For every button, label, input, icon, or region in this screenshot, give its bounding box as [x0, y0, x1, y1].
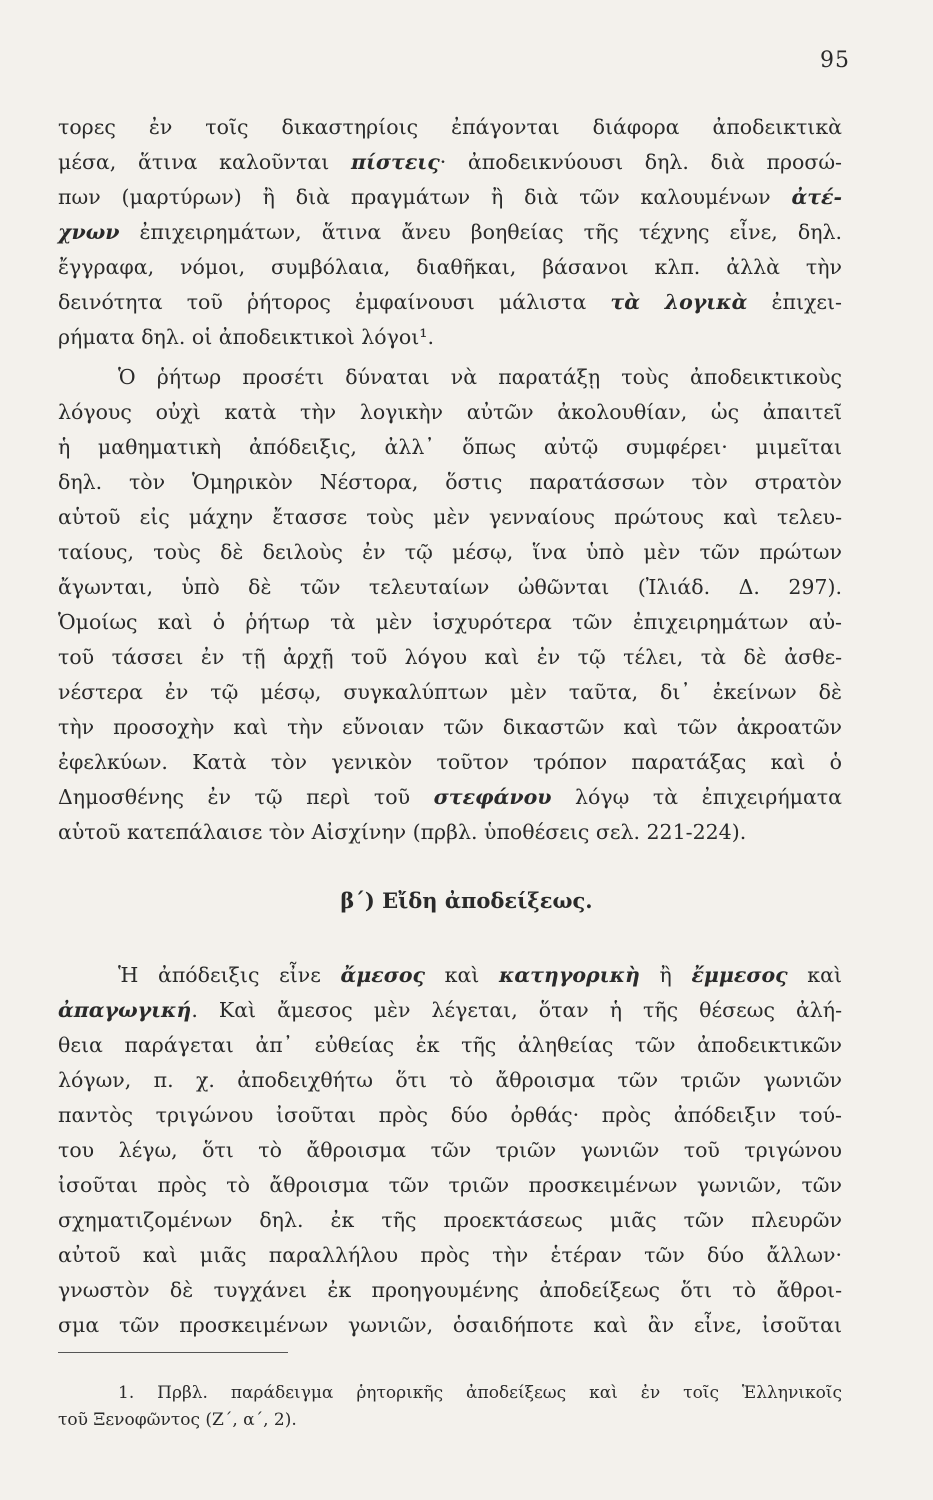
- emphasis: πίστεις: [350, 150, 440, 174]
- emphasis: στεφάνου: [433, 785, 552, 809]
- text-line: μέσα, ἅτινα καλοῦνται πίστεις· ἀποδεικνύουσι δηλ. διὰ προσώ-: [58, 150, 842, 174]
- text-line: γνωστὸν δὲ τυγχάνει ἐκ προηγουμένης ἀποδείξεως ὅτι τὸ ἄθροι-: [58, 1278, 842, 1302]
- text-line: ἡ μαθηματικὴ ἀπόδειξις, ἀλλ᾽ ὅπως αὐτῷ συμφέρει· μιμεῖται: [58, 435, 842, 459]
- section-heading: β´) Εἴδη ἀποδείξεως.: [340, 888, 593, 913]
- emphasis: τὰ λογικὰ: [610, 290, 748, 314]
- emphasis: κατηγορικὴ: [498, 963, 640, 987]
- text-line: λόγους οὐχὶ κατὰ τὴν λογικὴν αὐτῶν ἀκολουθίαν, ὡς ἀπαιτεῖ: [58, 400, 842, 424]
- text-line: ἐφελκύων. Κατὰ τὸν γενικὸν τοῦτον τρόπον παρατάξας καὶ ὁ: [58, 750, 842, 774]
- text-line: παντὸς τριγώνου ἰσοῦται πρὸς δύο ὀρθάς· πρὸς ἀπόδειξιν τού-: [58, 1103, 842, 1127]
- emphasis: ἀτέ-: [791, 185, 842, 209]
- text-line: λόγων, π. χ. ἀποδειχθήτω ὅτι τὸ ἄθροισμα τῶν τριῶν γωνιῶν: [58, 1068, 842, 1092]
- text-line: Ὁμοίως καὶ ὁ ῥήτωρ τὰ μὲν ἰσχυρότερα τῶν ἐπιχειρημάτων αὐ-: [58, 610, 842, 634]
- text-line: Ὁ ῥήτωρ προσέτι δύναται νὰ παρατάξῃ τοὺς ἀποδεικτικοὺς: [118, 365, 842, 389]
- text-line: θεια παράγεται ἀπ᾽ εὐθείας ἐκ τῆς ἀληθείας τῶν ἀποδεικτικῶν: [58, 1033, 842, 1057]
- text-line: Δημοσθένης ἐν τῷ περὶ τοῦ στεφάνου λόγῳ τὰ ἐπιχειρήματα: [58, 785, 842, 809]
- text-line: ἀπαγωγική. Καὶ ἄμεσος μὲν λέγεται, ὅταν ἡ τῆς θέσεως ἀλή-: [58, 998, 842, 1022]
- emphasis: χνων: [58, 220, 120, 244]
- emphasis: ἄμεσος: [340, 963, 425, 987]
- text-line: δηλ. τὸν Ὁμηρικὸν Νέστορα, ὅστις παρατάσσων τὸν στρατὸν: [58, 470, 842, 494]
- footnote-line: τοῦ Ξενοφῶντος (Ζ´, α´, 2).: [58, 1410, 297, 1430]
- text-line: αὐτοῦ καὶ μιᾶς παραλλήλου πρὸς τὴν ἑτέραν τῶν δύο ἄλλων·: [58, 1243, 842, 1267]
- emphasis: ἀπαγωγική: [58, 998, 192, 1022]
- footnote-line: 1. Πρβλ. παράδειγμα ῥητορικῆς ἀποδείξεως καὶ ἐν τοῖς Ἑλληνικοῖς: [118, 1383, 842, 1403]
- footnote-rule: [58, 1352, 288, 1353]
- text-line: ἔγγραφα, νόμοι, συμβόλαια, διαθῆκαι, βάσανοι κλπ. ἀλλὰ τὴν: [58, 255, 842, 279]
- emphasis: ἔμμεσος: [691, 963, 788, 987]
- text-line: ρήματα δηλ. οἱ ἀποδεικτικοὶ λόγοι¹.: [58, 325, 435, 349]
- text-line: δεινότητα τοῦ ῥήτορος ἐμφαίνουσι μάλιστα τὰ λογικὰ ἐπιχει-: [58, 290, 842, 314]
- text-line: σμα τῶν προσκειμένων γωνιῶν, ὁσαιδήποτε καὶ ἂν εἶνε, ἰσοῦται: [58, 1313, 842, 1337]
- text-line: σχηματιζομένων δηλ. ἐκ τῆς προεκτάσεως μιᾶς τῶν πλευρῶν: [58, 1208, 842, 1232]
- text-line: αὑτοῦ κατεπάλαισε τὸν Αἰσχίνην (πρβλ. ὑποθέσεις σελ. 221-224).: [58, 820, 747, 844]
- text-line: ταίους, τοὺς δὲ δειλοὺς ἐν τῷ μέσῳ, ἵνα ὑπὸ μὲν τῶν πρώτων: [58, 540, 842, 564]
- text-line: τὴν προσοχὴν καὶ τὴν εὔνοιαν τῶν δικαστῶν καὶ τῶν ἀκροατῶν: [58, 715, 842, 739]
- text-line: Ἡ ἀπόδειξις εἶνε ἄμεσος καὶ κατηγορικὴ ἢ ἔμμεσος καὶ: [118, 963, 842, 987]
- text-line: χνων ἐπιχειρημάτων, ἅτινα ἄνευ βοηθείας τῆς τέχνης εἶνε, δηλ.: [58, 220, 842, 244]
- text-line: ἰσοῦται πρὸς τὸ ἄθροισμα τῶν τριῶν προσκειμένων γωνιῶν, τῶν: [58, 1173, 842, 1197]
- text-line: νέστερα ἐν τῷ μέσῳ, συγκαλύπτων μὲν ταῦτα, δι᾽ ἐκείνων δὲ: [58, 680, 842, 704]
- text-line: του λέγω, ὅτι τὸ ἄθροισμα τῶν τριῶν γωνιῶν τοῦ τριγώνου: [58, 1138, 842, 1162]
- text-line: τορες ἐν τοῖς δικαστηρίοις ἐπάγονται διάφορα ἀποδεικτικὰ: [58, 115, 842, 139]
- text-line: τοῦ τάσσει ἐν τῇ ἀρχῇ τοῦ λόγου καὶ ἐν τῷ τέλει, τὰ δὲ ἀσθε-: [58, 645, 842, 669]
- text-line: ἄγωνται, ὑπὸ δὲ τῶν τελευταίων ὠθῶνται (Ἰλιάδ. Δ. 297).: [58, 575, 842, 599]
- page-number: 95: [820, 48, 850, 73]
- text-line: αὑτοῦ εἰς μάχην ἔτασσε τοὺς μὲν γενναίους πρώτους καὶ τελευ-: [58, 505, 842, 529]
- text-line: πων (μαρτύρων) ἢ διὰ πραγμάτων ἢ διὰ τῶν καλουμένων ἀτέ-: [58, 185, 842, 209]
